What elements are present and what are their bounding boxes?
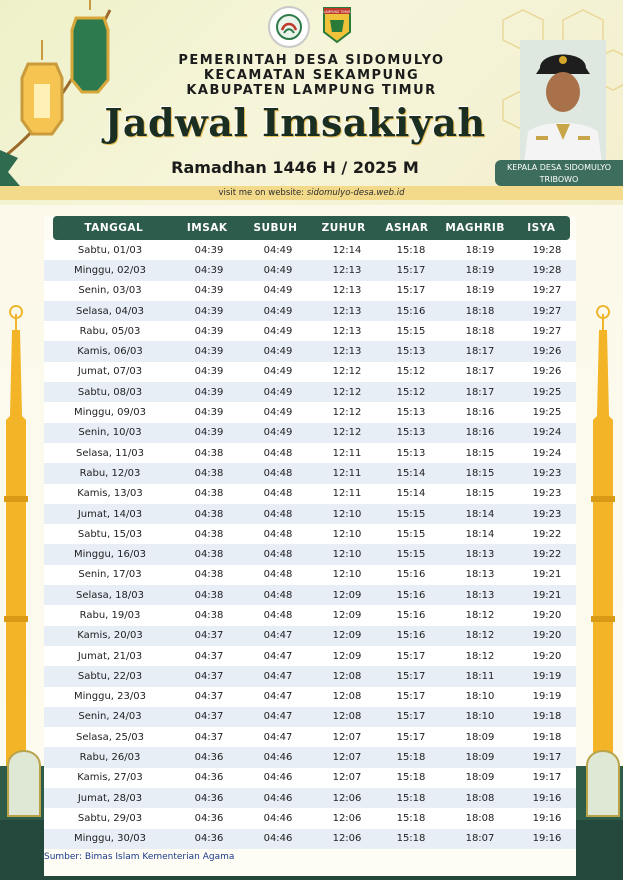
table-cell: 18:14	[465, 508, 495, 520]
table-cell: 18:11	[465, 670, 495, 682]
table-cell: 12:07	[332, 731, 362, 743]
table-cell: 19:19	[532, 691, 562, 703]
table-cell: 19:25	[532, 407, 562, 419]
table-cell: 18:15	[465, 467, 495, 479]
table-cell: 19:16	[532, 833, 562, 845]
lampung-timur-logo-icon	[322, 6, 352, 44]
table-cell: 18:10	[465, 711, 495, 723]
table-cell: 15:13	[396, 447, 426, 459]
table-cell: 19:16	[532, 792, 562, 804]
table-row	[44, 585, 576, 605]
table-cell: 15:18	[396, 812, 426, 824]
table-row	[44, 707, 576, 727]
table-cell: 19:27	[532, 325, 562, 337]
table-cell: 18:19	[465, 244, 495, 256]
table-row	[44, 646, 576, 666]
village-head-caption	[495, 160, 623, 186]
table-cell: 12:09	[332, 630, 362, 642]
table-cell: 18:19	[465, 285, 495, 297]
table-cell: 12:14	[332, 244, 362, 256]
table-row	[44, 301, 576, 321]
table-cell: 12:11	[332, 467, 362, 479]
table-cell: 15:15	[396, 325, 426, 337]
table-cell: 19:18	[532, 711, 562, 723]
table-cell: 15:13	[396, 346, 426, 358]
table-cell: 04:37	[194, 691, 224, 703]
table-cell: Sabtu, 15/03	[77, 528, 143, 540]
table-cell: 18:08	[465, 792, 495, 804]
table-cell: 15:18	[396, 792, 426, 804]
table-cell: 18:15	[465, 447, 495, 459]
table-row	[44, 402, 576, 422]
table-cell: 04:47	[263, 731, 293, 743]
table-cell: 15:16	[396, 630, 426, 642]
table-cell: 19:22	[532, 528, 562, 540]
table-cell: 18:09	[465, 772, 495, 784]
table-cell: Minggu, 16/03	[74, 549, 146, 561]
table-cell: 19:23	[532, 488, 562, 500]
table-cell: 19:26	[532, 366, 562, 378]
table-row	[44, 565, 576, 585]
table-cell: Selasa, 11/03	[76, 447, 144, 459]
table-cell: 04:48	[263, 528, 293, 540]
table-cell: 04:46	[263, 812, 293, 824]
table-row	[44, 666, 576, 686]
table-cell: Selasa, 04/03	[76, 305, 144, 317]
table-cell: 04:48	[263, 488, 293, 500]
table-cell: 19:24	[532, 447, 562, 459]
table-cell: 18:08	[465, 812, 495, 824]
table-cell: 15:16	[396, 305, 426, 317]
table-cell: 12:12	[332, 427, 362, 439]
table-cell: 15:17	[396, 650, 426, 662]
website-banner	[0, 186, 623, 200]
table-cell: 15:17	[396, 285, 426, 297]
table-cell: 12:11	[332, 488, 362, 500]
table-cell: Selasa, 18/03	[76, 589, 144, 601]
table-row	[44, 341, 576, 361]
table-cell: 15:17	[396, 691, 426, 703]
table-cell: 18:19	[465, 264, 495, 276]
table-cell: 19:19	[532, 670, 562, 682]
table-cell: 19:20	[532, 630, 562, 642]
table-cell: Sabtu, 08/03	[77, 386, 143, 398]
table-cell: 12:07	[332, 772, 362, 784]
table-cell: 04:49	[263, 366, 293, 378]
table-cell: 12:13	[332, 264, 362, 276]
table-row	[44, 382, 576, 402]
table-cell: 12:12	[332, 366, 362, 378]
table-cell: 15:15	[396, 528, 426, 540]
table-cell: 04:39	[194, 305, 224, 317]
table-cell: Minggu, 09/03	[74, 407, 146, 419]
village-head-name: TRIBOWO	[539, 175, 579, 184]
table-cell: 04:38	[194, 508, 224, 520]
table-cell: 19:25	[532, 386, 562, 398]
table-cell: 18:07	[465, 833, 495, 845]
table-cell: 18:17	[465, 386, 495, 398]
table-cell: 15:12	[396, 386, 426, 398]
table-row	[44, 443, 576, 463]
table-cell: 04:37	[194, 630, 224, 642]
logo-text: LAMPUNG TIMUR	[323, 10, 351, 14]
table-cell: Sabtu, 01/03	[77, 244, 143, 256]
table-cell: 04:46	[263, 752, 293, 764]
table-cell: 15:18	[396, 244, 426, 256]
gov-line-2: KECAMATAN SEKAMPUNG	[203, 68, 420, 83]
table-row	[44, 747, 576, 767]
table-row	[44, 727, 576, 747]
table-cell: Jumat, 14/03	[77, 508, 143, 520]
table-row	[44, 281, 576, 301]
table-cell: 04:38	[194, 549, 224, 561]
table-cell: 12:06	[332, 792, 362, 804]
table-cell: 12:13	[332, 285, 362, 297]
table-cell: 19:17	[532, 772, 562, 784]
table-cell: 18:15	[465, 488, 495, 500]
table-cell: 04:39	[194, 407, 224, 419]
table-cell: 04:38	[194, 488, 224, 500]
table-cell: 04:37	[194, 670, 224, 682]
table-cell: 04:38	[194, 447, 224, 459]
table-cell: 12:11	[332, 447, 362, 459]
table-cell: Jumat, 07/03	[77, 366, 143, 378]
table-cell: 04:38	[194, 467, 224, 479]
table-cell: 19:17	[532, 752, 562, 764]
table-cell: 04:48	[263, 549, 293, 561]
table-row	[44, 544, 576, 564]
table-cell: Kamis, 06/03	[77, 346, 143, 358]
table-cell: Senin, 24/03	[78, 711, 142, 723]
table-cell: 12:07	[332, 752, 362, 764]
table-cell: 04:49	[263, 264, 293, 276]
table-cell: 19:21	[532, 569, 562, 581]
table-cell: 15:12	[396, 366, 426, 378]
table-cell: 18:16	[465, 407, 495, 419]
table-cell: 04:36	[194, 833, 224, 845]
table-cell: 19:23	[532, 467, 562, 479]
table-cell: 04:38	[194, 528, 224, 540]
website-prefix: visit me on website:	[218, 188, 305, 198]
table-cell: Jumat, 28/03	[77, 792, 143, 804]
table-row	[44, 626, 576, 646]
table-cell: 18:16	[465, 427, 495, 439]
table-cell: 19:27	[532, 285, 562, 297]
table-row	[44, 321, 576, 341]
table-row	[44, 504, 576, 524]
table-cell: 12:10	[332, 508, 362, 520]
table-cell: 15:16	[396, 589, 426, 601]
table-cell: 15:18	[396, 752, 426, 764]
table-cell: 12:12	[332, 407, 362, 419]
table-cell: 18:17	[465, 346, 495, 358]
table-cell: Minggu, 23/03	[74, 691, 146, 703]
col-header-maghrib: MAGHRIB	[445, 222, 505, 234]
table-cell: Selasa, 25/03	[76, 731, 144, 743]
table-row	[44, 524, 576, 544]
table-row	[44, 829, 576, 849]
table-cell: 18:12	[465, 630, 495, 642]
table-cell: 12:10	[332, 569, 362, 581]
table-cell: 15:13	[396, 427, 426, 439]
table-cell: 18:13	[465, 569, 495, 581]
table-cell: 04:47	[263, 711, 293, 723]
table-cell: Senin, 17/03	[78, 569, 142, 581]
table-cell: 15:17	[396, 711, 426, 723]
regency-logo-icon	[268, 6, 310, 48]
table-cell: 04:39	[194, 346, 224, 358]
table-cell: 12:08	[332, 670, 362, 682]
table-cell: 18:12	[465, 650, 495, 662]
table-cell: 12:08	[332, 711, 362, 723]
page-subtitle: Ramadhan 1446 H / 2025 M	[171, 158, 419, 177]
col-header-zuhur: ZUHUR	[321, 222, 366, 234]
table-cell: 04:39	[194, 325, 224, 337]
table-cell: 18:18	[465, 325, 495, 337]
table-cell: 04:49	[263, 346, 293, 358]
table-cell: Senin, 10/03	[78, 427, 142, 439]
table-cell: Senin, 03/03	[78, 285, 142, 297]
table-cell: Sabtu, 29/03	[77, 812, 143, 824]
village-head-title: KEPALA DESA SIDOMULYO	[507, 163, 611, 172]
table-cell: 04:49	[263, 386, 293, 398]
table-cell: 04:49	[263, 305, 293, 317]
table-cell: 19:20	[532, 609, 562, 621]
table-cell: Rabu, 19/03	[79, 609, 141, 621]
table-cell: 04:39	[194, 264, 224, 276]
minaret-left-decoration	[0, 296, 50, 880]
table-cell: 04:39	[194, 244, 224, 256]
table-cell: 19:28	[532, 244, 562, 256]
table-cell: 04:36	[194, 792, 224, 804]
table-cell: Minggu, 30/03	[74, 833, 146, 845]
col-header-isya: ISYA	[527, 222, 556, 234]
table-cell: 12:09	[332, 589, 362, 601]
table-cell: 18:14	[465, 528, 495, 540]
table-cell: 12:12	[332, 386, 362, 398]
table-cell: 15:14	[396, 488, 426, 500]
table-cell: 04:48	[263, 589, 293, 601]
col-header-ashar: ASHAR	[385, 222, 429, 234]
table-row	[44, 260, 576, 280]
table-cell: 19:28	[532, 264, 562, 276]
table-cell: 12:06	[332, 833, 362, 845]
table-cell: 04:49	[263, 285, 293, 297]
table-cell: 19:23	[532, 508, 562, 520]
table-cell: 18:18	[465, 305, 495, 317]
table-cell: 04:37	[194, 711, 224, 723]
table-cell: 19:24	[532, 427, 562, 439]
table-cell: 04:49	[263, 407, 293, 419]
table-cell: Jumat, 21/03	[77, 650, 143, 662]
table-cell: 12:09	[332, 609, 362, 621]
table-cell: 15:14	[396, 467, 426, 479]
table-cell: 12:09	[332, 650, 362, 662]
col-header-subuh: SUBUH	[253, 222, 298, 234]
table-cell: 18:10	[465, 691, 495, 703]
table-cell: 15:16	[396, 569, 426, 581]
table-cell: 12:13	[332, 346, 362, 358]
table-cell: 15:16	[396, 609, 426, 621]
col-header-imsak: IMSAK	[186, 222, 228, 234]
schedule-table-header	[53, 216, 570, 240]
table-cell: 04:37	[194, 650, 224, 662]
table-cell: 15:18	[396, 833, 426, 845]
table-cell: 04:38	[194, 609, 224, 621]
col-header-tanggal: TANGGAL	[84, 222, 144, 234]
table-row	[44, 240, 576, 260]
table-cell: 19:21	[532, 589, 562, 601]
table-cell: 04:39	[194, 366, 224, 378]
table-cell: 04:47	[263, 650, 293, 662]
table-cell: 15:15	[396, 549, 426, 561]
table-cell: 04:36	[194, 752, 224, 764]
schedule-table-body	[44, 240, 576, 849]
table-cell: 18:12	[465, 609, 495, 621]
table-row	[44, 605, 576, 625]
table-cell: 15:17	[396, 264, 426, 276]
logo-group	[268, 6, 352, 48]
table-cell: 04:38	[194, 589, 224, 601]
table-cell: Kamis, 27/03	[77, 772, 143, 784]
table-cell: 15:15	[396, 508, 426, 520]
table-cell: 18:09	[465, 752, 495, 764]
table-cell: 12:06	[332, 812, 362, 824]
table-cell: 04:48	[263, 467, 293, 479]
minaret-right-decoration	[573, 296, 623, 880]
table-cell: 04:39	[194, 386, 224, 398]
table-row	[44, 808, 576, 828]
table-cell: 04:38	[194, 569, 224, 581]
table-cell: 19:20	[532, 650, 562, 662]
table-cell: 19:26	[532, 346, 562, 358]
table-cell: 04:47	[263, 691, 293, 703]
table-cell: Rabu, 26/03	[79, 752, 141, 764]
table-cell: 18:17	[465, 366, 495, 378]
table-cell: 04:48	[263, 508, 293, 520]
table-cell: 04:48	[263, 569, 293, 581]
table-cell: Rabu, 12/03	[79, 467, 141, 479]
table-cell: 12:08	[332, 691, 362, 703]
table-cell: 15:13	[396, 407, 426, 419]
table-cell: Sabtu, 22/03	[77, 670, 143, 682]
gov-line-1: PEMERINTAH DESA SIDOMULYO	[178, 53, 445, 68]
table-cell: 04:36	[194, 772, 224, 784]
table-cell: 15:17	[396, 670, 426, 682]
table-cell: 04:47	[263, 630, 293, 642]
table-row	[44, 362, 576, 382]
gov-line-3: KABUPATEN LAMPUNG TIMUR	[186, 83, 437, 98]
table-cell: 04:39	[194, 427, 224, 439]
table-cell: 18:13	[465, 589, 495, 601]
table-cell: 15:18	[396, 772, 426, 784]
table-cell: 18:13	[465, 549, 495, 561]
table-cell: 15:17	[396, 731, 426, 743]
table-row	[44, 463, 576, 483]
table-cell: 04:46	[263, 792, 293, 804]
table-row	[44, 484, 576, 504]
page-title: Jadwal Imsakiyah	[104, 100, 486, 145]
table-cell: 04:49	[263, 244, 293, 256]
table-cell: 12:13	[332, 325, 362, 337]
table-cell: Kamis, 20/03	[77, 630, 143, 642]
table-cell: 19:18	[532, 731, 562, 743]
table-cell: 19:27	[532, 305, 562, 317]
source-note: Sumber: Bimas Islam Kementerian Agama	[44, 852, 240, 862]
table-cell: 12:13	[332, 305, 362, 317]
table-cell: 19:22	[532, 549, 562, 561]
table-cell: Minggu, 02/03	[74, 264, 146, 276]
table-cell: 04:49	[263, 427, 293, 439]
table-cell: 04:49	[263, 325, 293, 337]
table-row	[44, 687, 576, 707]
village-head-portrait	[520, 40, 606, 164]
table-cell: 12:10	[332, 549, 362, 561]
website-link[interactable]: sidomulyo-desa.web.id	[306, 188, 405, 198]
table-cell: 18:09	[465, 731, 495, 743]
table-cell: 04:48	[263, 609, 293, 621]
table-row	[44, 768, 576, 788]
table-cell: 04:36	[194, 812, 224, 824]
table-cell: 12:10	[332, 528, 362, 540]
table-cell: 04:37	[194, 731, 224, 743]
table-cell: 04:46	[263, 772, 293, 784]
table-cell: 04:48	[263, 447, 293, 459]
table-row	[44, 423, 576, 443]
table-cell: Kamis, 13/03	[77, 488, 143, 500]
table-cell: 19:16	[532, 812, 562, 824]
table-cell: 04:46	[263, 833, 293, 845]
table-cell: 04:47	[263, 670, 293, 682]
table-cell: 04:39	[194, 285, 224, 297]
table-row	[44, 788, 576, 808]
table-cell: Rabu, 05/03	[79, 325, 141, 337]
